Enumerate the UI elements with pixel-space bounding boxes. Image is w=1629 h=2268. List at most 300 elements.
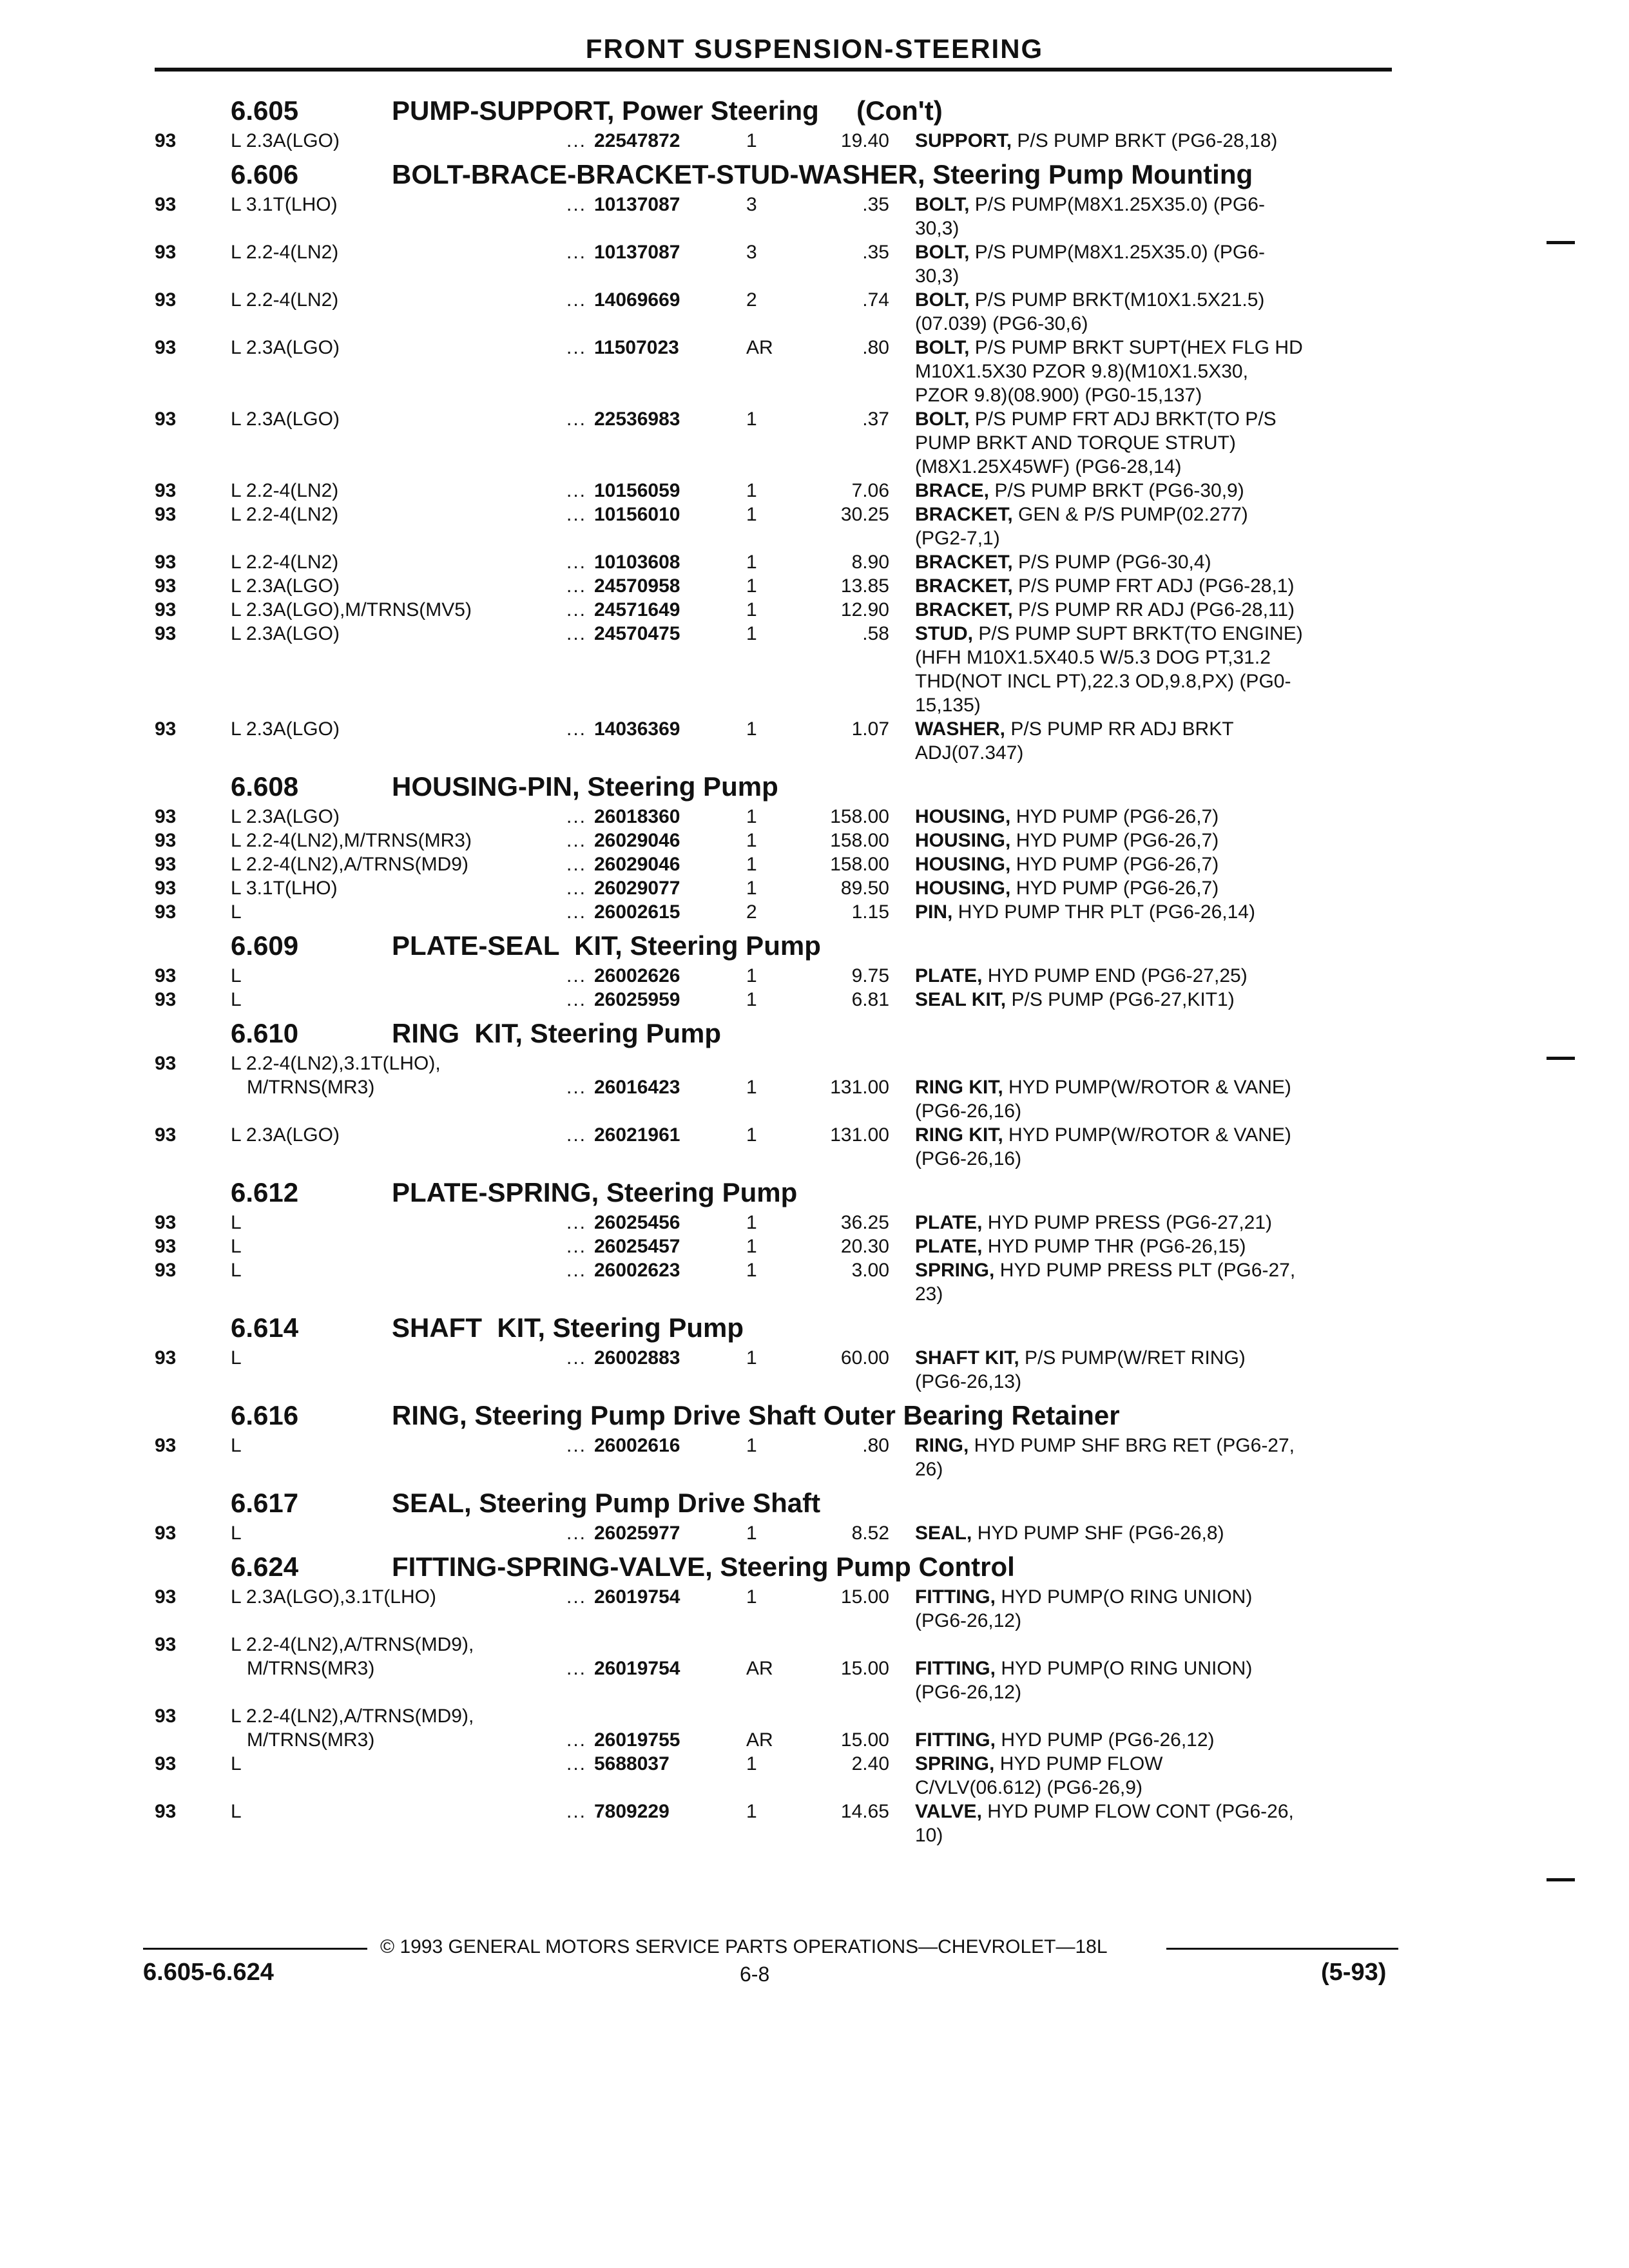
part-name: SPRING, bbox=[915, 1260, 995, 1281]
dot-leader: ... bbox=[566, 854, 586, 875]
part-description: HOUSING, HYD PUMP (PG6-26,7) bbox=[915, 806, 1219, 827]
model-year: 93 bbox=[155, 480, 177, 501]
part-name: HOUSING, bbox=[915, 878, 1011, 899]
price: 158.00 bbox=[830, 830, 889, 851]
part-row bbox=[0, 829, 1629, 852]
price: 2.40 bbox=[851, 1753, 889, 1774]
usage-code: L 2.2-4(LN2),A/TRNS(MD9) bbox=[231, 854, 468, 875]
part-description: PLATE, HYD PUMP PRESS (PG6-27,21) bbox=[915, 1212, 1273, 1233]
part-description: HOUSING, HYD PUMP (PG6-26,7) bbox=[915, 878, 1219, 899]
part-name: FITTING, bbox=[915, 1658, 996, 1679]
part-number: 26002883 bbox=[594, 1347, 680, 1369]
part-description: PIN, HYD PUMP THR PLT (PG6-26,14) bbox=[915, 901, 1255, 923]
model-year: 93 bbox=[155, 718, 177, 740]
section-title bbox=[0, 769, 1629, 805]
model-year: 93 bbox=[155, 289, 177, 311]
part-number: 10103608 bbox=[594, 552, 680, 573]
dot-leader: ... bbox=[566, 965, 586, 986]
quantity: 1 bbox=[746, 1753, 757, 1774]
part-row bbox=[0, 1346, 1629, 1394]
part-number: 5688037 bbox=[594, 1753, 670, 1774]
part-number: 26002616 bbox=[594, 1435, 680, 1456]
part-number: 26002623 bbox=[594, 1260, 680, 1281]
model-year: 93 bbox=[155, 1753, 177, 1774]
price: 158.00 bbox=[830, 806, 889, 827]
part-name: SPRING, bbox=[915, 1753, 995, 1774]
part-description: SEAL KIT, P/S PUMP (PG6-27,KIT1) bbox=[915, 989, 1235, 1010]
price: .58 bbox=[862, 623, 889, 644]
dot-leader: ... bbox=[566, 1124, 586, 1146]
section-title bbox=[0, 1398, 1629, 1434]
part-number: 7809229 bbox=[594, 1801, 670, 1822]
part-row bbox=[0, 407, 1629, 479]
usage-code: L 2.3A(LGO) bbox=[231, 337, 340, 358]
part-row bbox=[0, 1052, 1629, 1123]
part-description: BRACKET, P/S PUMP (PG6-30,4) bbox=[915, 552, 1211, 573]
dot-leader: ... bbox=[566, 552, 586, 573]
usage-code: L bbox=[231, 989, 242, 1010]
margin-mark bbox=[1547, 1057, 1575, 1060]
part-description: (07.039) (PG6-30,6) bbox=[915, 313, 1088, 334]
part-number: 24570475 bbox=[594, 623, 680, 644]
section-title bbox=[0, 928, 1629, 964]
part-row bbox=[0, 503, 1629, 550]
price: 89.50 bbox=[840, 878, 889, 899]
quantity: 1 bbox=[746, 1801, 757, 1822]
dot-leader: ... bbox=[566, 1586, 586, 1608]
price: 14.65 bbox=[840, 1801, 889, 1822]
parts-catalog-content bbox=[0, 89, 1629, 1847]
quantity: 2 bbox=[746, 901, 757, 923]
part-number: 26029046 bbox=[594, 830, 680, 851]
usage-code: L 2.3A(LGO) bbox=[231, 623, 340, 644]
part-number: 26019754 bbox=[594, 1586, 680, 1608]
price: .74 bbox=[862, 289, 889, 311]
part-number: 26025959 bbox=[594, 989, 680, 1010]
quantity: 1 bbox=[746, 878, 757, 899]
part-name: FITTING, bbox=[915, 1729, 996, 1751]
part-description: FITTING, HYD PUMP (PG6-26,12) bbox=[915, 1729, 1215, 1751]
dot-leader: ... bbox=[566, 1260, 586, 1281]
part-row bbox=[0, 1258, 1629, 1306]
part-row bbox=[0, 129, 1629, 153]
part-name: BRACKET, bbox=[915, 575, 1013, 597]
part-description: PLATE, HYD PUMP END (PG6-27,25) bbox=[915, 965, 1248, 986]
price: 36.25 bbox=[840, 1212, 889, 1233]
part-description: HOUSING, HYD PUMP (PG6-26,7) bbox=[915, 854, 1219, 875]
dot-leader: ... bbox=[566, 242, 586, 263]
price: 8.90 bbox=[851, 552, 889, 573]
part-name: SUPPORT, bbox=[915, 130, 1012, 151]
quantity: 1 bbox=[746, 623, 757, 644]
section-number: 6.606 bbox=[231, 159, 299, 189]
part-number: 26019754 bbox=[594, 1658, 680, 1679]
price: 19.40 bbox=[840, 130, 889, 151]
quantity: 1 bbox=[746, 718, 757, 740]
part-description: BRACKET, P/S PUMP FRT ADJ (PG6-28,1) bbox=[915, 575, 1295, 597]
section-title bbox=[0, 93, 1629, 129]
quantity: 1 bbox=[746, 130, 757, 151]
price: 15.00 bbox=[840, 1586, 889, 1608]
usage-code: L 2.2-4(LN2) bbox=[231, 289, 339, 311]
dot-leader: ... bbox=[566, 1801, 586, 1822]
section-name: PLATE-SEAL KIT, Steering Pump bbox=[392, 930, 821, 961]
part-number: 26002626 bbox=[594, 965, 680, 986]
usage-code: L 2.2-4(LN2),3.1T(LHO), bbox=[231, 1053, 441, 1074]
model-year: 93 bbox=[155, 806, 177, 827]
part-row bbox=[0, 805, 1629, 829]
usage-code: L 2.2-4(LN2) bbox=[231, 504, 339, 525]
part-description: (M8X1.25X45WF) (PG6-28,14) bbox=[915, 456, 1182, 477]
model-year: 93 bbox=[155, 965, 177, 986]
part-name: RING KIT, bbox=[915, 1077, 1003, 1098]
dot-leader: ... bbox=[566, 1729, 586, 1751]
section-title bbox=[0, 1549, 1629, 1585]
part-description: 26) bbox=[915, 1459, 943, 1480]
section-title bbox=[0, 1485, 1629, 1521]
usage-code: L bbox=[231, 1801, 242, 1822]
part-description: PUMP BRKT AND TORQUE STRUT) bbox=[915, 432, 1236, 454]
section-number: 6.610 bbox=[231, 1018, 299, 1048]
dot-leader: ... bbox=[566, 289, 586, 311]
usage-code: L bbox=[231, 901, 242, 923]
part-description: WASHER, P/S PUMP RR ADJ BRKT bbox=[915, 718, 1234, 740]
part-row bbox=[0, 1434, 1629, 1481]
section-number: 6.612 bbox=[231, 1177, 299, 1207]
part-description: 30,3) bbox=[915, 218, 959, 239]
part-row bbox=[0, 1800, 1629, 1847]
part-row bbox=[0, 717, 1629, 765]
usage-code: L 3.1T(LHO) bbox=[231, 878, 338, 899]
section-name: RING KIT, Steering Pump bbox=[392, 1018, 722, 1048]
dot-leader: ... bbox=[566, 1523, 586, 1544]
price: .35 bbox=[862, 194, 889, 215]
model-year: 93 bbox=[155, 1260, 177, 1281]
part-number: 26016423 bbox=[594, 1077, 680, 1098]
section-name: PUMP-SUPPORT, Power Steering (Con't) bbox=[392, 95, 943, 126]
price: .35 bbox=[862, 242, 889, 263]
part-description: 15,135) bbox=[915, 695, 981, 716]
usage-code: L 2.3A(LGO) bbox=[231, 1124, 340, 1146]
quantity: 1 bbox=[746, 806, 757, 827]
part-number: 26025456 bbox=[594, 1212, 680, 1233]
quantity: 1 bbox=[746, 504, 757, 525]
part-name: BOLT, bbox=[915, 408, 970, 430]
part-row bbox=[0, 1585, 1629, 1633]
footer-rule-right bbox=[1166, 1948, 1398, 1950]
part-description: BRACKET, P/S PUMP RR ADJ (PG6-28,11) bbox=[915, 599, 1295, 620]
part-row bbox=[0, 336, 1629, 407]
part-description: RING KIT, HYD PUMP(W/ROTOR & VANE) bbox=[915, 1124, 1291, 1146]
part-row bbox=[0, 240, 1629, 288]
dot-leader: ... bbox=[566, 623, 586, 644]
quantity: 1 bbox=[746, 1523, 757, 1544]
model-year: 93 bbox=[155, 1523, 177, 1544]
model-year: 93 bbox=[155, 989, 177, 1010]
part-description: (HFH M10X1.5X40.5 W/5.3 DOG PT,31.2 bbox=[915, 647, 1271, 668]
part-row bbox=[0, 1521, 1629, 1545]
part-name: PLATE, bbox=[915, 1236, 983, 1257]
usage-code: L bbox=[231, 1212, 242, 1233]
dot-leader: ... bbox=[566, 1753, 586, 1774]
part-name: BOLT, bbox=[915, 289, 970, 311]
usage-code: L 2.2-4(LN2),A/TRNS(MD9), bbox=[231, 1706, 474, 1727]
part-description: SPRING, HYD PUMP PRESS PLT (PG6-27, bbox=[915, 1260, 1296, 1281]
part-description: SHAFT KIT, P/S PUMP(W/RET RING) bbox=[915, 1347, 1246, 1369]
quantity: 1 bbox=[746, 1236, 757, 1257]
footer-copyright: © 1993 GENERAL MOTORS SERVICE PARTS OPERATIONS—CHEVROLET—18L bbox=[380, 1936, 1108, 1957]
quantity: 1 bbox=[746, 854, 757, 875]
part-number: 22536983 bbox=[594, 408, 680, 430]
usage-code: L 2.2-4(LN2) bbox=[231, 242, 339, 263]
part-description: 23) bbox=[915, 1283, 943, 1305]
section-name: BOLT-BRACE-BRACKET-STUD-WASHER, Steering Pump Mounting bbox=[392, 159, 1253, 189]
section-name: FITTING-SPRING-VALVE, Steering Pump Control bbox=[392, 1552, 1015, 1582]
part-description: THD(NOT INCL PT),22.3 OD,9.8,PX) (PG0- bbox=[915, 671, 1291, 692]
dot-leader: ... bbox=[566, 504, 586, 525]
page-range: 6.605-6.624 bbox=[143, 1959, 274, 1986]
part-row bbox=[0, 852, 1629, 876]
part-row bbox=[0, 876, 1629, 900]
part-name: HOUSING, bbox=[915, 854, 1011, 875]
part-description: (PG6-26,13) bbox=[915, 1371, 1022, 1392]
part-description: BRACE, P/S PUMP BRKT (PG6-30,9) bbox=[915, 480, 1244, 501]
part-name: HOUSING, bbox=[915, 806, 1011, 827]
dot-leader: ... bbox=[566, 408, 586, 430]
part-number: 26025977 bbox=[594, 1523, 680, 1544]
usage-code: L 2.3A(LGO) bbox=[231, 575, 340, 597]
model-year: 93 bbox=[155, 1634, 177, 1655]
part-number: 10156059 bbox=[594, 480, 680, 501]
quantity: 1 bbox=[746, 480, 757, 501]
model-year: 93 bbox=[155, 599, 177, 620]
section-name: PLATE-SPRING, Steering Pump bbox=[392, 1177, 798, 1207]
model-year: 93 bbox=[155, 504, 177, 525]
margin-mark bbox=[1547, 241, 1575, 244]
part-name: PLATE, bbox=[915, 965, 983, 986]
part-description: RING, HYD PUMP SHF BRG RET (PG6-27, bbox=[915, 1435, 1295, 1456]
part-description: (PG6-26,12) bbox=[915, 1610, 1022, 1631]
section-number: 6.624 bbox=[231, 1552, 299, 1582]
quantity: 1 bbox=[746, 1260, 757, 1281]
section-number: 6.605 bbox=[231, 95, 299, 126]
part-description: (PG6-26,16) bbox=[915, 1100, 1022, 1122]
part-name: PLATE, bbox=[915, 1212, 983, 1233]
section-number: 6.617 bbox=[231, 1488, 299, 1518]
dot-leader: ... bbox=[566, 194, 586, 215]
price: 60.00 bbox=[840, 1347, 889, 1369]
quantity: 1 bbox=[746, 830, 757, 851]
part-number: 26019755 bbox=[594, 1729, 680, 1751]
part-number: 14069669 bbox=[594, 289, 680, 311]
footer-rule-left bbox=[143, 1948, 367, 1950]
model-year: 93 bbox=[155, 337, 177, 358]
dot-leader: ... bbox=[566, 830, 586, 851]
usage-code: L 2.3A(LGO) bbox=[231, 718, 340, 740]
dot-leader: ... bbox=[566, 575, 586, 597]
model-year: 93 bbox=[155, 1236, 177, 1257]
part-description: (PG6-26,12) bbox=[915, 1682, 1022, 1703]
part-description: (PG6-26,16) bbox=[915, 1148, 1022, 1169]
part-number: 24571649 bbox=[594, 599, 680, 620]
part-number: 10137087 bbox=[594, 194, 680, 215]
part-name: SEAL KIT, bbox=[915, 989, 1007, 1010]
part-name: RING KIT, bbox=[915, 1124, 1003, 1146]
quantity: AR bbox=[746, 1658, 773, 1679]
part-number: 26029077 bbox=[594, 878, 680, 899]
dot-leader: ... bbox=[566, 130, 586, 151]
usage-code: L bbox=[231, 1260, 242, 1281]
part-row bbox=[0, 574, 1629, 598]
price: 7.06 bbox=[851, 480, 889, 501]
part-number: 11507023 bbox=[594, 337, 679, 358]
part-row bbox=[0, 1704, 1629, 1752]
usage-code: L bbox=[231, 1435, 242, 1456]
part-description: SPRING, HYD PUMP FLOW bbox=[915, 1753, 1163, 1774]
page-header: FRONT SUSPENSION-STEERING bbox=[585, 34, 1044, 64]
section-name: HOUSING-PIN, Steering Pump bbox=[392, 771, 778, 802]
part-name: SEAL, bbox=[915, 1523, 972, 1544]
price: 6.81 bbox=[851, 989, 889, 1010]
part-row bbox=[0, 1752, 1629, 1800]
usage-code: L bbox=[231, 1753, 242, 1774]
header-rule bbox=[155, 68, 1392, 72]
model-year: 93 bbox=[155, 242, 177, 263]
dot-leader: ... bbox=[566, 989, 586, 1010]
model-year: 93 bbox=[155, 194, 177, 215]
dot-leader: ... bbox=[566, 480, 586, 501]
usage-code: M/TRNS(MR3) bbox=[231, 1077, 375, 1098]
part-description: SUPPORT, P/S PUMP BRKT (PG6-28,18) bbox=[915, 130, 1278, 151]
part-row bbox=[0, 964, 1629, 988]
model-year: 93 bbox=[155, 552, 177, 573]
part-row bbox=[0, 598, 1629, 622]
quantity: 2 bbox=[746, 289, 757, 311]
part-name: VALVE, bbox=[915, 1801, 982, 1822]
model-year: 93 bbox=[155, 1586, 177, 1608]
section-title bbox=[0, 1015, 1629, 1052]
model-year: 93 bbox=[155, 623, 177, 644]
model-year: 93 bbox=[155, 1706, 177, 1727]
part-description: PZOR 9.8)(08.900) (PG0-15,137) bbox=[915, 385, 1202, 406]
quantity: 1 bbox=[746, 965, 757, 986]
part-description: STUD, P/S PUMP SUPT BRKT(TO ENGINE) bbox=[915, 623, 1303, 644]
model-year: 93 bbox=[155, 1212, 177, 1233]
quantity: 1 bbox=[746, 1435, 757, 1456]
quantity: 1 bbox=[746, 575, 757, 597]
part-description: BOLT, P/S PUMP FRT ADJ BRKT(TO P/S bbox=[915, 408, 1277, 430]
dot-leader: ... bbox=[566, 901, 586, 923]
section-title bbox=[0, 1175, 1629, 1211]
part-number: 10137087 bbox=[594, 242, 680, 263]
model-year: 93 bbox=[155, 1801, 177, 1822]
price: 8.52 bbox=[851, 1523, 889, 1544]
part-number: 24570958 bbox=[594, 575, 680, 597]
usage-code: L 2.3A(LGO) bbox=[231, 130, 340, 151]
model-year: 93 bbox=[155, 575, 177, 597]
part-description: VALVE, HYD PUMP FLOW CONT (PG6-26, bbox=[915, 1801, 1294, 1822]
price: 15.00 bbox=[840, 1729, 889, 1751]
part-description: BOLT, P/S PUMP(M8X1.25X35.0) (PG6- bbox=[915, 242, 1265, 263]
price: 30.25 bbox=[840, 504, 889, 525]
quantity: 1 bbox=[746, 552, 757, 573]
model-year: 93 bbox=[155, 408, 177, 430]
quantity: 3 bbox=[746, 242, 757, 263]
quantity: 1 bbox=[746, 1077, 757, 1098]
part-number: 26029046 bbox=[594, 854, 680, 875]
price: .37 bbox=[862, 408, 889, 430]
part-name: BOLT, bbox=[915, 194, 970, 215]
part-description: BOLT, P/S PUMP BRKT SUPT(HEX FLG HD bbox=[915, 337, 1303, 358]
part-row bbox=[0, 622, 1629, 717]
dot-leader: ... bbox=[566, 878, 586, 899]
dot-leader: ... bbox=[566, 806, 586, 827]
section-number: 6.614 bbox=[231, 1312, 299, 1343]
section-title bbox=[0, 1310, 1629, 1346]
page-number: 6-8 bbox=[740, 1963, 770, 1986]
usage-code: L 2.2-4(LN2),A/TRNS(MD9), bbox=[231, 1634, 474, 1655]
section-name: RING, Steering Pump Drive Shaft Outer Bearing Retainer bbox=[392, 1400, 1120, 1430]
quantity: 1 bbox=[746, 1586, 757, 1608]
part-number: 22547872 bbox=[594, 130, 680, 151]
part-name: BOLT, bbox=[915, 337, 970, 358]
part-number: 10156010 bbox=[594, 504, 680, 525]
model-year: 93 bbox=[155, 830, 177, 851]
usage-code: L 2.3A(LGO) bbox=[231, 408, 340, 430]
usage-code: L bbox=[231, 1347, 242, 1369]
part-description: ADJ(07.347) bbox=[915, 742, 1024, 764]
part-row bbox=[0, 193, 1629, 240]
part-name: WASHER, bbox=[915, 718, 1006, 740]
price: 1.15 bbox=[851, 901, 889, 923]
part-number: 26002615 bbox=[594, 901, 680, 923]
part-description: 10) bbox=[915, 1825, 943, 1846]
price: .80 bbox=[862, 337, 889, 358]
margin-mark bbox=[1547, 1878, 1575, 1881]
part-description: M10X1.5X30 PZOR 9.8)(M10X1.5X30, bbox=[915, 361, 1248, 382]
quantity: 1 bbox=[746, 989, 757, 1010]
usage-code: L 2.3A(LGO),3.1T(LHO) bbox=[231, 1586, 436, 1608]
price: 131.00 bbox=[830, 1077, 889, 1098]
part-number: 26018360 bbox=[594, 806, 680, 827]
model-year: 93 bbox=[155, 1347, 177, 1369]
quantity: 1 bbox=[746, 408, 757, 430]
section-number: 6.608 bbox=[231, 771, 299, 802]
quantity: 1 bbox=[746, 599, 757, 620]
part-description: 30,3) bbox=[915, 265, 959, 287]
usage-code: L bbox=[231, 1236, 242, 1257]
part-row bbox=[0, 550, 1629, 574]
part-name: FITTING, bbox=[915, 1586, 996, 1608]
dot-leader: ... bbox=[566, 1347, 586, 1369]
part-row bbox=[0, 288, 1629, 336]
section-number: 6.616 bbox=[231, 1400, 299, 1430]
usage-code: L 2.3A(LGO),M/TRNS(MV5) bbox=[231, 599, 472, 620]
dot-leader: ... bbox=[566, 718, 586, 740]
model-year: 93 bbox=[155, 1435, 177, 1456]
usage-code: L bbox=[231, 1523, 242, 1544]
price: .80 bbox=[862, 1435, 889, 1456]
part-row bbox=[0, 988, 1629, 1012]
part-number: 26021961 bbox=[594, 1124, 680, 1146]
usage-code: L 2.3A(LGO) bbox=[231, 806, 340, 827]
model-year: 93 bbox=[155, 854, 177, 875]
part-row bbox=[0, 1123, 1629, 1171]
price: 13.85 bbox=[840, 575, 889, 597]
model-year: 93 bbox=[155, 130, 177, 151]
part-description: HOUSING, HYD PUMP (PG6-26,7) bbox=[915, 830, 1219, 851]
dot-leader: ... bbox=[566, 1236, 586, 1257]
